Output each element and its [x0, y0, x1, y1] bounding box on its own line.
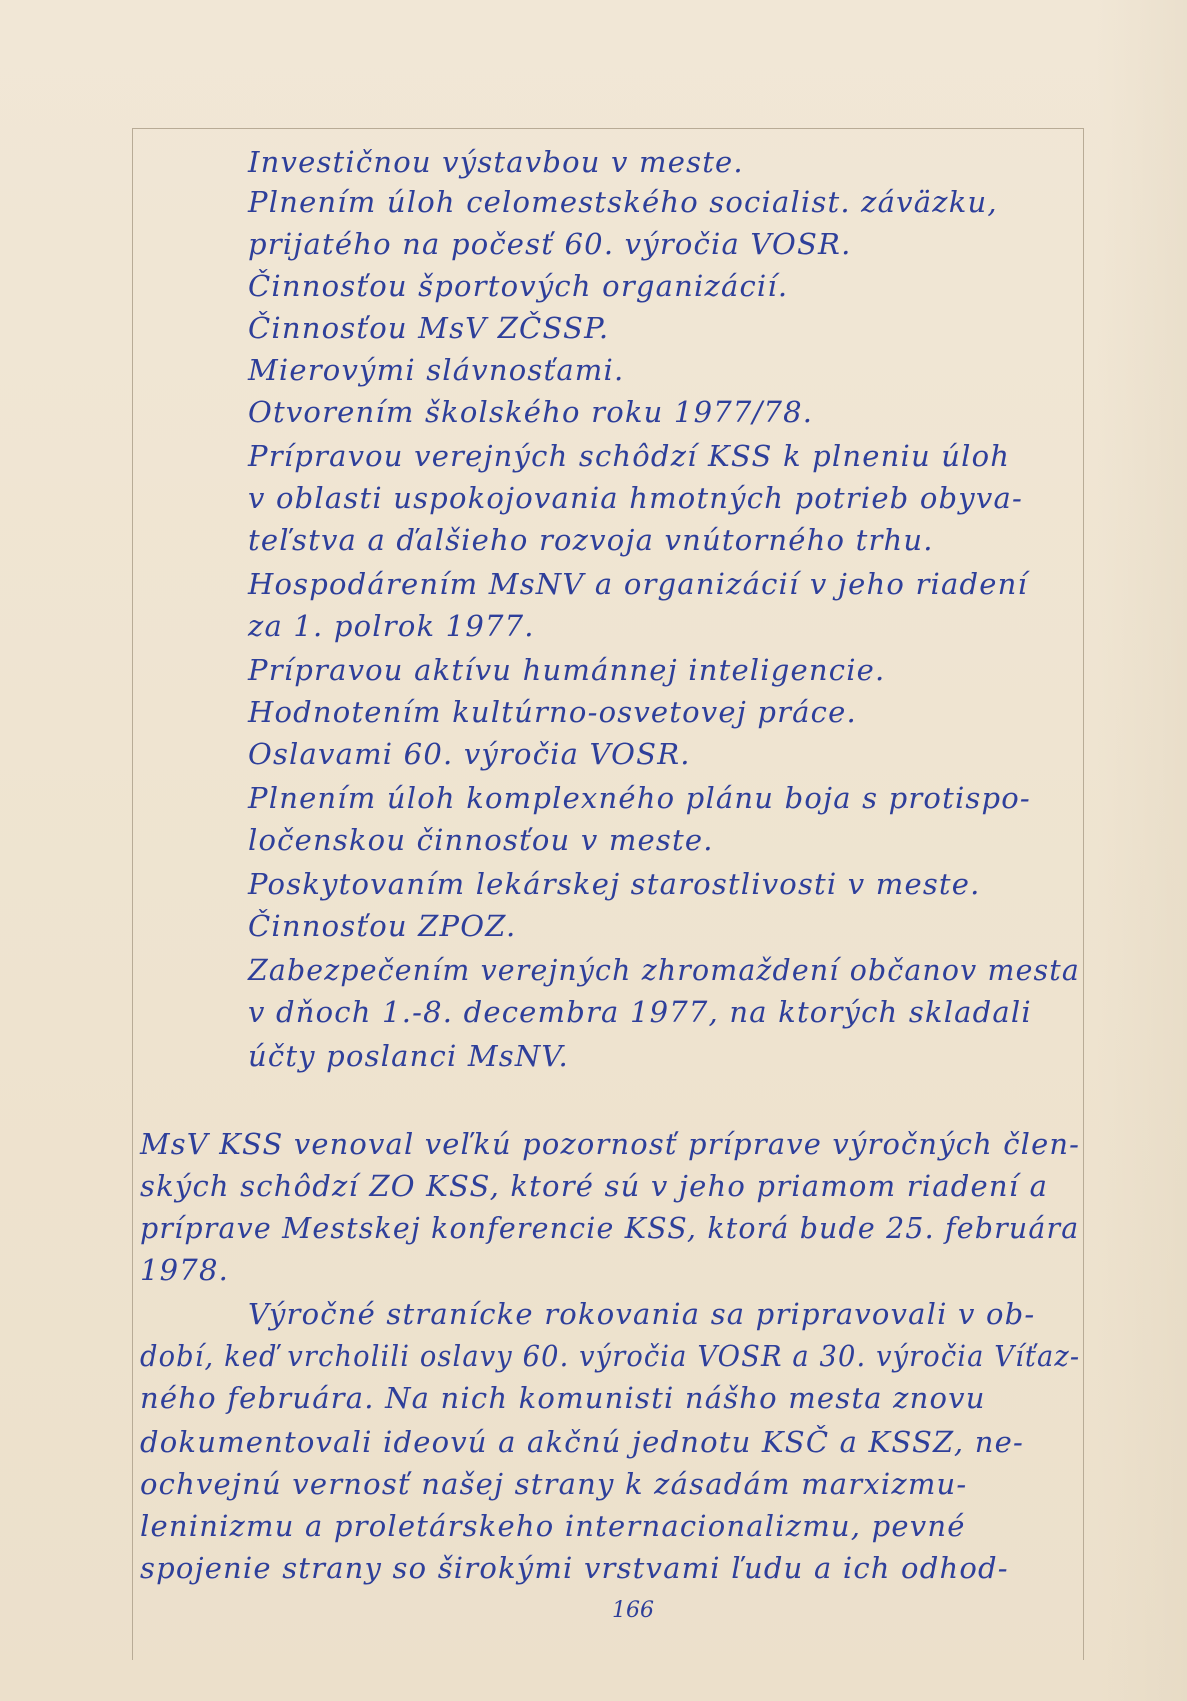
paragraph-line: dokumentovali ideovú a akčnú jednotu KSČ a KSSZ, ne-	[140, 1425, 1024, 1459]
list-line: Hodnotením kultúrno-osvetovej práce.	[248, 695, 857, 729]
paragraph-line: dobí, keď vrcholili oslavy 60. výročia VOSR a 30. výročia Víťaz-	[140, 1339, 1081, 1373]
list-line: Otvorením školského roku 1977/78.	[248, 395, 814, 429]
list-line: ločenskou činnosťou v meste.	[248, 823, 714, 857]
list-line: Plnením úloh komplexného plánu boja s protispo-	[248, 781, 1031, 815]
list-line: Činnosťou športových organizácií.	[248, 269, 789, 303]
list-line: v dňoch 1.-8. decembra 1977, na ktorých skladali	[248, 995, 1032, 1029]
list-line: Plnením úloh celomestského socialist. záväzku,	[248, 185, 998, 219]
paragraph-line: Výročné stranícke rokovania sa pripravovali v ob-	[248, 1297, 1036, 1331]
list-line: prijatého na počesť 60. výročia VOSR.	[248, 227, 852, 261]
paragraph-line: 1978.	[140, 1253, 230, 1287]
list-line: Činnosťou ZPOZ.	[248, 909, 517, 943]
list-line: teľstva a ďalšieho rozvoja vnútorného trhu.	[248, 523, 934, 557]
list-line: za 1. polrok 1977.	[248, 609, 535, 643]
list-line: Poskytovaním lekárskej starostlivosti v meste.	[248, 867, 981, 901]
list-line: Mierovými slávnosťami.	[248, 353, 625, 387]
paragraph-line: ochvejnú vernosť našej strany k zásadám marxizmu-	[140, 1467, 968, 1501]
page-number: 166	[612, 1598, 654, 1623]
list-line: Prípravou verejných schôdzí KSS k plneniu úloh	[248, 439, 1011, 473]
paragraph-line: ských schôdzí ZO KSS, ktoré sú v jeho priamom riadení a	[140, 1169, 1049, 1203]
paragraph-line: ného februára. Na nich komunisti nášho mesta znovu	[140, 1381, 986, 1415]
list-line: Zabezpečením verejných zhromaždení občanov mesta	[248, 953, 1080, 987]
list-line: Činnosťou MsV ZČSSP.	[248, 311, 610, 345]
paragraph-line: leninizmu a proletárskeho internacionalizmu, pevné	[140, 1509, 966, 1543]
list-line: Prípravou aktívu humánnej inteligencie.	[248, 653, 886, 687]
paragraph-line: príprave Mestskej konferencie KSS, ktorá bude 25. februára	[140, 1211, 1080, 1245]
list-line: Investičnou výstavbou v meste.	[248, 145, 744, 179]
list-line: Hospodárením MsNV a organizácií v jeho riadení	[248, 567, 1028, 601]
paragraph-line: spojenie strany so širokými vrstvami ľudu a ich odhod-	[140, 1551, 1009, 1585]
list-line: účty poslanci MsNV.	[248, 1039, 569, 1073]
list-line: Oslavami 60. výročia VOSR.	[248, 737, 691, 771]
list-line: v oblasti uspokojovania hmotných potrieb obyva-	[248, 481, 1023, 515]
paragraph-line: MsV KSS venoval veľkú pozornosť príprave výročných člen-	[140, 1127, 1081, 1161]
